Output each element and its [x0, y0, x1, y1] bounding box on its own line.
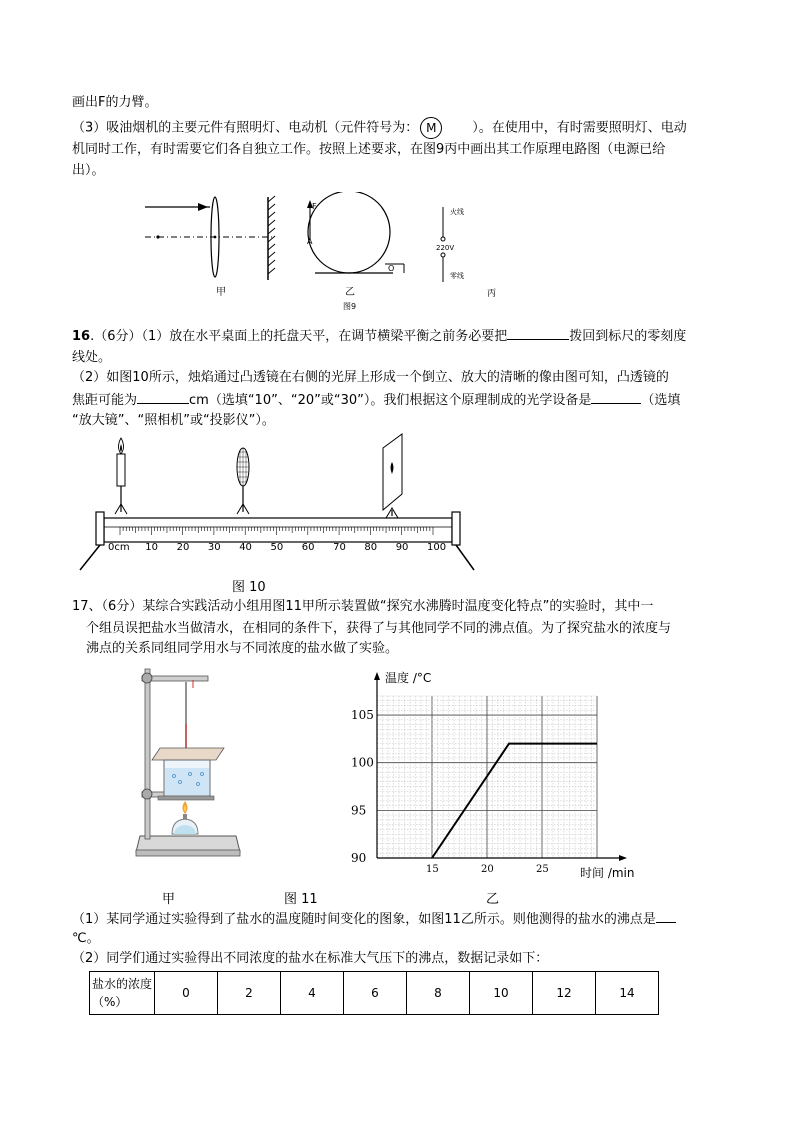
- figure-11-apparatus: [128, 664, 248, 859]
- q17-sub2: （2）同学们通过实验得出不同浓度的盐水在标准大气压下的沸点，数据记录如下：: [72, 951, 549, 966]
- candle: [115, 438, 127, 514]
- q16-blank-1[interactable]: [507, 325, 569, 340]
- table-cell: 2: [218, 972, 281, 1015]
- q16-line4-text-b: cm（选填“10”、“20”或“30”）。我们根据这个原理制成的光学设备是: [189, 393, 592, 408]
- q16-line1-text-b: 拨回到标尺的零刻度: [569, 329, 687, 344]
- bench-tick-label: 40: [239, 542, 252, 553]
- bench-tick-label: 90: [395, 542, 409, 553]
- q15-line3: 机同时工作，有时需要它们各自独立工作。按照上述要求，在图9丙中画出其工作原理电路图（电源已给: [72, 142, 666, 157]
- table-cell: 4: [281, 972, 344, 1015]
- bench-tick-label: 100: [427, 542, 447, 553]
- q16-line1-text-a: .（6分）（1）放在水平桌面上的托盘天平，在调节横梁平衡之前务必要把: [90, 329, 508, 344]
- fig9-label-O: O: [388, 264, 395, 273]
- q16-line1: [72, 325, 686, 348]
- y-axis-arrow: [374, 672, 380, 680]
- bench-tick-label: 30: [207, 542, 221, 553]
- q17-sub1-unit: ℃。: [72, 931, 100, 946]
- q16-line4-text-c: （选填: [641, 393, 681, 408]
- q15-line2-text-b: ）。在使用中，有时需要照明灯、电动: [472, 120, 687, 136]
- table-cell: 12: [533, 972, 596, 1015]
- fig11-caption: 图 11: [284, 892, 318, 907]
- q16-line2: 线处。: [72, 350, 112, 365]
- fig9-jia-diagram: [145, 196, 275, 280]
- table-cell: 10: [470, 972, 533, 1015]
- x-tick-label: 15: [426, 864, 439, 875]
- fig10-caption: 图 10: [232, 580, 266, 595]
- convex-lens: [237, 448, 249, 514]
- fig9-label-yi: 乙: [345, 287, 355, 298]
- salt-water-table: [89, 971, 659, 1015]
- figure-9: [140, 192, 510, 320]
- q15-line2: [72, 117, 687, 140]
- q17-sub1: [72, 908, 676, 931]
- optical-bench: [80, 512, 474, 570]
- q16-blank-2[interactable]: [137, 389, 189, 404]
- q17-blank-1[interactable]: [656, 908, 676, 923]
- fig9-yi-diagram: [307, 192, 404, 273]
- fig11-label-yi: 乙: [486, 892, 500, 907]
- bench-tick-label: 20: [176, 542, 190, 553]
- table-header-cell: 盐水的浓度（%）: [90, 972, 155, 1015]
- y-tick-label: 100: [351, 755, 374, 770]
- fig9-caption: 图9: [343, 302, 357, 311]
- q16-line3: （2）如图10所示，烛焰通过凸透镜在右侧的光屏上形成一个倒立、放大的清晰的像由图可知，凸透镜的: [72, 370, 669, 385]
- y-tick-label: 90: [351, 851, 367, 865]
- beaker: [152, 748, 224, 796]
- light-screen: [383, 434, 402, 518]
- chart-xlabel: 时间 /min: [580, 866, 635, 880]
- y-tick-label: 95: [351, 803, 367, 818]
- x-tick-label: 25: [536, 864, 549, 875]
- alcohol-lamp: [172, 801, 198, 834]
- q16-blank-3[interactable]: [591, 389, 641, 404]
- table-cell: 6: [344, 972, 407, 1015]
- q17-line3: 沸点的关系同组同学用水与不同浓度的盐水做了实验。: [86, 641, 399, 656]
- bench-tick-label: 50: [270, 542, 284, 553]
- table-cell: 0: [155, 972, 218, 1015]
- asbestos-mesh: [158, 796, 214, 800]
- q16-line4: [72, 389, 680, 412]
- fig9-label-bing: 丙: [487, 289, 497, 299]
- fig9-label-jia: 甲: [216, 287, 226, 298]
- q15-line2-text-a: （3）吸油烟机的主要元件有照明灯、电动机（元件符号为：: [72, 120, 419, 136]
- q16-line5: “放大镜”、“照相机”或“投影仪”）。: [72, 413, 275, 428]
- fig9-neutral-wire: 零线: [450, 272, 464, 280]
- fig9-live-wire: 火线: [450, 208, 464, 216]
- table-cell: 14: [596, 972, 659, 1015]
- motor-symbol: M: [420, 117, 442, 139]
- figure-10: [76, 432, 476, 577]
- bench-tick-label: 10: [145, 542, 159, 553]
- chart-axes: [374, 672, 627, 861]
- table-cell: 8: [407, 972, 470, 1015]
- q15-line1: 画出F的力臂。: [72, 95, 158, 110]
- x-axis-arrow: [619, 855, 627, 861]
- bench-tick-label: 80: [364, 542, 378, 553]
- chart-ylabel: 温度 /°C: [385, 671, 432, 685]
- q16-line4-text-a: 焦距可能为: [72, 393, 138, 408]
- q15-line4: 出）。: [72, 163, 105, 178]
- y-tick-label: 105: [351, 708, 374, 723]
- bench-tick-label: 0cm: [108, 542, 130, 553]
- figure-11-chart: [330, 666, 640, 886]
- fig9-label-F: F: [312, 202, 317, 211]
- table-row: [90, 972, 659, 1015]
- fig11-label-jia: 甲: [162, 892, 176, 907]
- q16-number: 16: [72, 329, 91, 344]
- fig9-voltage: 220V: [436, 244, 455, 252]
- q17-sub1-text: （1）某同学通过实验得到了盐水的温度随时间变化的图象，如图11乙所示。则他测得的盐水的沸点是: [72, 912, 656, 927]
- x-tick-label: 20: [481, 864, 494, 875]
- q17-line1: 17、（6分）某综合实践活动小组用图11甲所示装置做“探究水沸腾时温度变化特点”的实验时，其中一: [72, 599, 654, 614]
- fig9-label-A: A: [307, 237, 313, 246]
- q17-line2: 个组员误把盐水当做清水，在相同的条件下，获得了与其他同学不同的沸点值。为了探究盐水的浓度与: [86, 621, 672, 636]
- bench-tick-label: 60: [301, 542, 315, 553]
- bench-tick-label: 70: [333, 542, 346, 553]
